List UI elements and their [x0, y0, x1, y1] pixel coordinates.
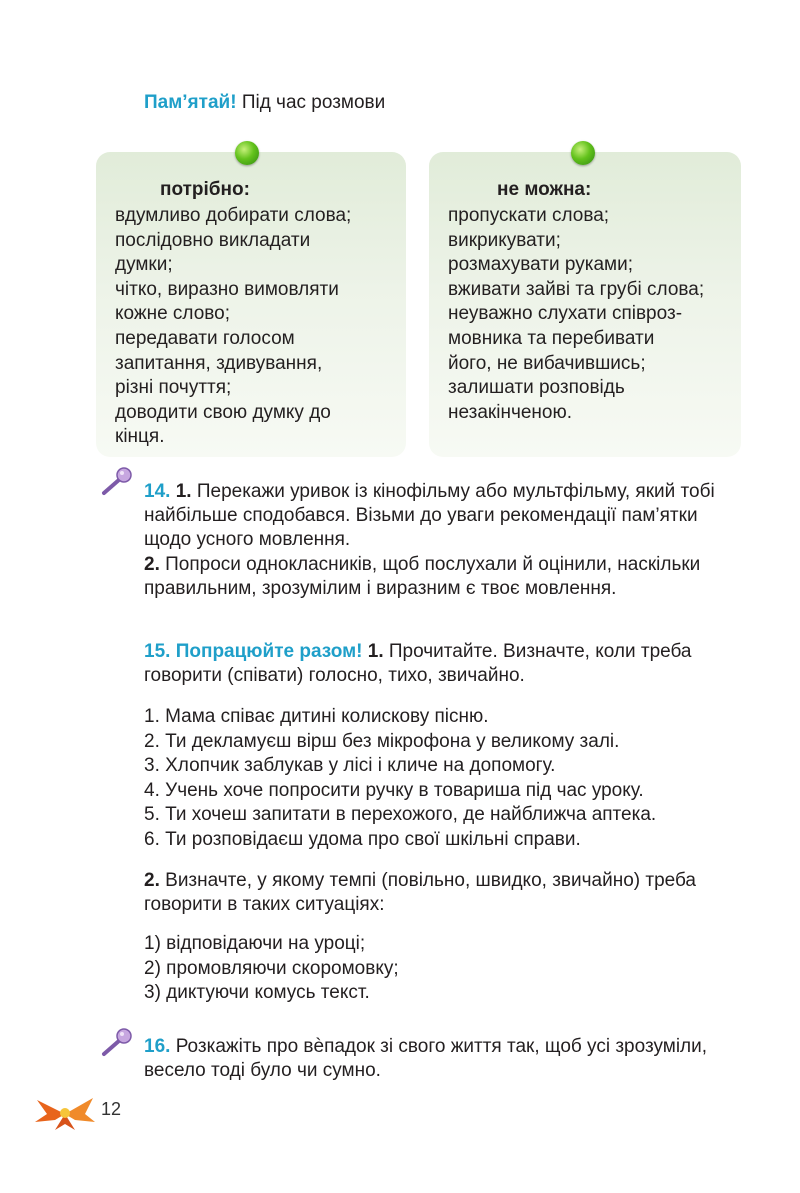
allowed-list — [115, 204, 407, 450]
box-line: кожне слово; — [115, 303, 231, 325]
list-item: 3. Хлопчик заблукав у лісі і кличе на допомогу. — [144, 755, 556, 777]
task-text: Визначте, у якому темпі (повільно, швидко, звичайно) треба говорити в таких ситуаціях: — [144, 870, 696, 916]
flower-icon — [33, 1092, 97, 1132]
box-line: чітко, виразно вимовляти — [115, 278, 339, 300]
list-item: 5. Ти хочеш запитати в перехожого, де найближча аптека. — [144, 804, 657, 826]
box-line: послідовно викладати — [115, 229, 311, 251]
box-line: думки; — [115, 254, 173, 276]
list-item: 2. Ти декламуєш вірш без мікрофона у великому залі. — [144, 730, 620, 752]
microphone-icon — [100, 466, 134, 496]
tempo-list — [144, 932, 744, 1006]
forbidden-box — [429, 152, 741, 457]
task-text: Прочитайте. Визначте, коли треба говорити (співати) голосно, тихо, звичайно. — [144, 641, 692, 687]
green-dot-icon — [235, 141, 259, 165]
box-line: неуважно слухати співроз- — [448, 303, 683, 325]
subtask-number: 2. — [144, 870, 160, 891]
allowed-box — [96, 152, 406, 457]
box-line: доводити свою думку до — [115, 401, 331, 423]
task-14 — [144, 480, 739, 601]
box-line: різні почуття; — [115, 377, 232, 399]
task-text: Перекажи уривок із кінофільму або мультфільму, який тобі найбільше сподобався. Візьми до уваги рекомендації пам’ятки щодо усного мовлення. — [144, 481, 715, 551]
box-line: вживати зайві та грубі слова; — [448, 278, 705, 300]
box-line: запитання, здивування, — [115, 352, 323, 374]
subtask-number: 2. — [144, 553, 160, 575]
task-15-part-2 — [144, 869, 739, 917]
box-line: розмахувати руками; — [448, 254, 633, 276]
box-line: кінця. — [115, 426, 165, 448]
task-number: 15. — [144, 641, 171, 662]
microphone-icon — [100, 1027, 134, 1057]
subtask-number: 1. — [175, 481, 192, 502]
forbidden-list — [448, 204, 740, 425]
task-text: Розкажіть про вѐпадок зі свого життя так, щоб усі зрозуміли, весело тоді було чи сумно. — [144, 1036, 708, 1082]
task-heading: Попрацюйте разом! — [175, 641, 363, 662]
list-item: 1) відповідаючи на уроці; — [144, 933, 366, 954]
list-item: 4. Учень хоче попросити ручку в товариша під час уроку. — [144, 779, 644, 801]
list-item: 6. Ти розповідаєш удома про свої шкільні справи. — [144, 828, 581, 850]
box-line: викрикувати; — [448, 229, 561, 251]
memo-text: Під час розмови — [241, 92, 386, 113]
task-15 — [144, 640, 739, 688]
task-16 — [144, 1035, 739, 1083]
green-dot-icon — [571, 141, 595, 165]
allowed-title: потрібно: — [160, 179, 250, 200]
box-line: передавати голосом — [115, 327, 295, 349]
memo-highlight: Пам’ятай! — [144, 92, 237, 113]
forbidden-title: не можна: — [497, 179, 592, 200]
list-item: 1. Мама співає дитині колискову пісню. — [144, 706, 489, 727]
box-line: незакінченою. — [448, 401, 573, 423]
situations-list — [144, 705, 744, 853]
subtask-number: 1. — [367, 641, 384, 662]
memo-heading — [144, 92, 385, 114]
box-line: його, не вибачившись; — [448, 352, 646, 374]
task-number: 14. — [144, 481, 171, 502]
page-number: 12 — [101, 1099, 122, 1119]
list-item: 3) диктуючи комусь текст. — [144, 982, 370, 1004]
box-line: вдумливо добирати слова; — [115, 205, 352, 226]
box-line: пропускати слова; — [448, 205, 610, 226]
task-text: Попроси однокласників, щоб послухали й оцінили, наскільки правильним, зрозумілим і виразним є твоє мовлення. — [144, 553, 701, 599]
box-line: залишати розповідь — [448, 377, 625, 399]
box-line: мовника та перебивати — [448, 327, 655, 349]
list-item: 2) промовляючи скоромовку; — [144, 957, 399, 979]
task-number: 16. — [144, 1036, 171, 1057]
